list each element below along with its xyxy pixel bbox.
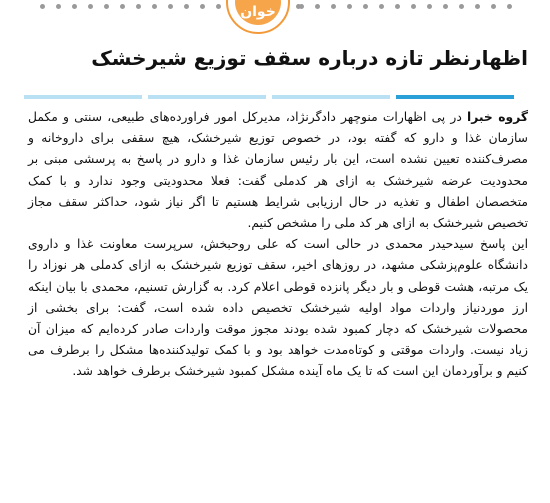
section-badge-label: خوان (235, 0, 281, 25)
divider-segment-accent (396, 95, 514, 99)
article-body (28, 107, 528, 383)
headline-divider (24, 95, 514, 99)
divider-segment (148, 95, 266, 99)
decorative-dots-right (299, 4, 512, 12)
article-lead: گروه خبرا (467, 110, 528, 124)
divider-segment (24, 95, 142, 99)
divider-segment (272, 95, 390, 99)
article-headline: اظهارنظر تازه درباره سقف توزیع شیرخشک (91, 46, 528, 70)
article-paragraph-1 (28, 107, 528, 234)
article-paragraph-1-text: در پی اظهارات منوچهر دادگرنژاد، مدیرکل امور فراورده‌های طبیعی، سنتی و مکمل سازمان غذا و دارو که گفته بود، در خصوص توزیع شیرخشک، هیچ سقفی برای داروخانه و مصرف‌کننده تعیین نشده است، این بار رئیس سازمان غذا و دارو در پاسخ به پرسشی مبنی بر محدودیت عرضه شیرخشک به ازای هر کدملی گفت: فعلا محدودیتی وجود ندارد و با کمک متخصصان اطفال و تغذیه در حال ارزیابی شرایط هستیم تا اگر نیاز شود، حداکثر سقف مجاز تخصیص شیرخشک به ازای هر کد ملی را مشخص کنیم. (28, 110, 528, 231)
section-badge (226, 0, 290, 34)
article-paragraph-2: این پاسخ سیدحیدر محمدی در حالی است که علی روحبخش، سرپرست معاونت غذا و داروی دانشگاه علوم‌پزشکی مشهد، در روزهای اخیر، سقف توزیع شیرخشک به ازای کدملی هر نوزاد را یک مرتبه، هشت قوطی و بار دیگر پانزده قوطی اعلام کرد. به گزارش تسنیم، محمدی با بیان اینکه ارز موردنیاز واردات مواد اولیه شیرخشک تخصیص داده شده است، گفت: برای بخشی از محصولات شیرخشک که دچار کمبود شده بودند مجوز موقت واردات صادر کرده‌ایم که میزان آن زیاد نیست. واردات موقتی و کوتاه‌مدت خواهد بود و با کمک تولیدکننده‌ها مشکل را برطرف می کنیم و برآوردمان این است که تا یک ماه آینده مشکل کمبود شیرخشک برطرف خواهد شد. (28, 237, 528, 379)
